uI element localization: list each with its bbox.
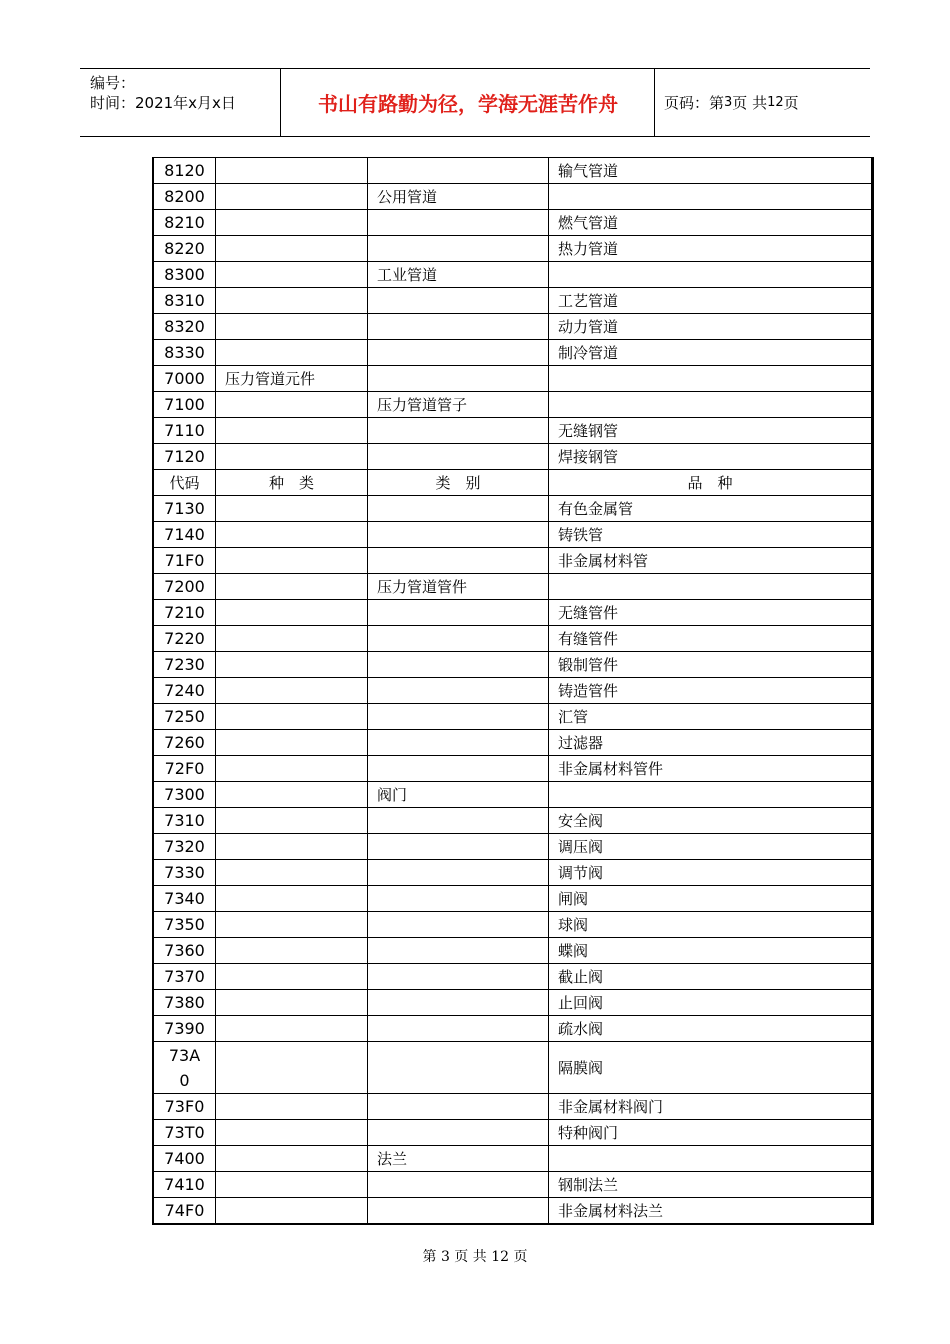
table-row [153,236,873,262]
kind-cell [216,834,368,860]
kind-cell [216,678,368,704]
category-cell [368,756,549,782]
table-row [153,314,873,340]
kind-cell [216,938,368,964]
table-row [153,938,873,964]
code-cell: 7240 [153,678,216,704]
kind-cell [216,704,368,730]
code-cell [153,1042,216,1094]
category-cell [368,678,549,704]
code-cell: 7120 [153,444,216,470]
category-cell [368,704,549,730]
code-cell: 7360 [153,938,216,964]
table-row [153,210,873,236]
header-kind: 种 类 [216,470,368,496]
variety-cell: 特种阀门 [549,1120,873,1146]
category-cell [368,808,549,834]
kind-cell [216,626,368,652]
kind-cell [216,262,368,288]
code-cell: 71F0 [153,548,216,574]
code-cell: 8200 [153,184,216,210]
kind-cell [216,782,368,808]
table-row [153,418,873,444]
table-row [153,626,873,652]
variety-cell: 闸阀 [549,886,873,912]
code-line-1: 73A [168,1045,201,1065]
category-cell: 阀门 [368,782,549,808]
table-row [153,886,873,912]
variety-cell: 球阀 [549,912,873,938]
code-cell: 73F0 [153,1094,216,1120]
code-cell: 7410 [153,1172,216,1198]
category-cell [368,340,549,366]
code-cell: 7390 [153,1016,216,1042]
category-cell [368,210,549,236]
variety-cell: 疏水阀 [549,1016,873,1042]
kind-cell [216,1042,368,1094]
page-prefix: 页码：第 [664,94,725,112]
code-cell: 7000 [153,366,216,392]
page-header [80,68,870,137]
table-row [153,756,873,782]
category-cell: 法兰 [368,1146,549,1172]
table-row [153,990,873,1016]
table-row [153,1094,873,1120]
variety-cell: 非金属材料法兰 [549,1198,873,1225]
table-row [153,262,873,288]
kind-cell [216,990,368,1016]
code-cell: 7210 [153,600,216,626]
code-line-2: 0 [179,1070,190,1090]
variety-cell: 工艺管道 [549,288,873,314]
variety-cell [549,366,873,392]
code-cell: 8300 [153,262,216,288]
variety-cell: 非金属材料管件 [549,756,873,782]
variety-cell [549,392,873,418]
table-row [153,1198,873,1225]
category-cell [368,1198,549,1225]
category-cell [368,1042,549,1094]
page-total: 12 [767,95,784,110]
code-cell: 72F0 [153,756,216,782]
kind-cell [216,418,368,444]
variety-cell: 无缝钢管 [549,418,873,444]
category-cell [368,522,549,548]
category-cell [368,938,549,964]
table-row [153,444,873,470]
table-row [153,860,873,886]
variety-cell: 铸造管件 [549,678,873,704]
variety-cell: 安全阀 [549,808,873,834]
page-suffix: 页 [783,94,799,112]
kind-cell [216,340,368,366]
header-page-info [655,69,870,136]
kind-cell [216,886,368,912]
category-cell [368,964,549,990]
table-row [153,574,873,600]
code-cell: 7310 [153,808,216,834]
category-cell [368,314,549,340]
header-code: 代码 [153,470,216,496]
variety-cell: 调压阀 [549,834,873,860]
category-cell [368,1016,549,1042]
code-cell: 7260 [153,730,216,756]
kind-cell [216,392,368,418]
category-cell [368,366,549,392]
code-cell: 7200 [153,574,216,600]
kind-cell [216,1172,368,1198]
code-cell: 7300 [153,782,216,808]
category-cell: 压力管道管件 [368,574,549,600]
header-variety: 品 种 [549,470,873,496]
code-cell: 7320 [153,834,216,860]
variety-cell [549,262,873,288]
time-label: 时间：2021年x月x日 [90,94,236,112]
kind-cell [216,158,368,184]
table-row [153,496,873,522]
category-cell: 工业管道 [368,262,549,288]
kind-cell [216,184,368,210]
code-cell: 73T0 [153,1120,216,1146]
code-cell: 8210 [153,210,216,236]
variety-cell: 隔膜阀 [549,1042,873,1094]
kind-cell [216,1198,368,1225]
variety-cell [549,1146,873,1172]
category-cell [368,288,549,314]
variety-cell: 截止阀 [549,964,873,990]
category-cell [368,496,549,522]
classification-table [152,157,874,1225]
variety-cell: 燃气管道 [549,210,873,236]
code-cell: 7140 [153,522,216,548]
category-cell [368,444,549,470]
variety-cell: 铸铁管 [549,522,873,548]
category-cell [368,834,549,860]
kind-cell [216,652,368,678]
table-row [153,704,873,730]
code-cell: 7350 [153,912,216,938]
variety-cell [549,574,873,600]
table-row [153,834,873,860]
code-cell: 7130 [153,496,216,522]
category-cell [368,1094,549,1120]
category-cell [368,730,549,756]
variety-cell: 止回阀 [549,990,873,1016]
table-row [153,548,873,574]
table-row [153,1146,873,1172]
table-row [153,1120,873,1146]
table-row [153,1016,873,1042]
table-row [153,678,873,704]
table-row [153,340,873,366]
category-cell [368,600,549,626]
table-row [153,730,873,756]
variety-cell: 过滤器 [549,730,873,756]
category-cell [368,912,549,938]
kind-cell [216,522,368,548]
code-cell: 8320 [153,314,216,340]
kind-cell [216,1120,368,1146]
kind-cell: 压力管道元件 [216,366,368,392]
category-cell: 压力管道管子 [368,392,549,418]
kind-cell [216,730,368,756]
variety-cell: 有色金属管 [549,496,873,522]
category-cell [368,990,549,1016]
variety-cell: 钢制法兰 [549,1172,873,1198]
code-cell: 7340 [153,886,216,912]
header-motto: 书山有路勤为径，学海无涯苦作舟 [282,69,655,136]
code-cell: 7370 [153,964,216,990]
column-header-row [153,470,873,496]
kind-cell [216,808,368,834]
kind-cell [216,288,368,314]
variety-cell [549,782,873,808]
table-row [153,184,873,210]
code-cell: 8310 [153,288,216,314]
code-cell: 7330 [153,860,216,886]
table-row [153,1172,873,1198]
variety-cell: 非金属材料阀门 [549,1094,873,1120]
header-meta [80,69,281,136]
variety-cell: 无缝管件 [549,600,873,626]
kind-cell [216,548,368,574]
code-cell: 7400 [153,1146,216,1172]
kind-cell [216,236,368,262]
variety-cell: 制冷管道 [549,340,873,366]
code-cell: 7110 [153,418,216,444]
code-cell: 7100 [153,392,216,418]
kind-cell [216,574,368,600]
kind-cell [216,964,368,990]
category-cell [368,418,549,444]
code-cell: 8220 [153,236,216,262]
table-row [153,782,873,808]
code-cell: 7220 [153,626,216,652]
category-cell: 公用管道 [368,184,549,210]
kind-cell [216,496,368,522]
table-row [153,522,873,548]
table-row [153,158,873,184]
table-row [153,600,873,626]
category-cell [368,1120,549,1146]
table-row [153,1042,873,1094]
kind-cell [216,756,368,782]
page-number: 3 [724,95,733,110]
code-cell: 7380 [153,990,216,1016]
page-mid: 页 共 [732,94,768,112]
table-row [153,808,873,834]
category-cell [368,886,549,912]
kind-cell [216,210,368,236]
variety-cell [549,184,873,210]
variety-cell: 蝶阀 [549,938,873,964]
header-category: 类 别 [368,470,549,496]
kind-cell [216,314,368,340]
kind-cell [216,860,368,886]
kind-cell [216,912,368,938]
table-row [153,912,873,938]
category-cell [368,652,549,678]
category-cell [368,1172,549,1198]
kind-cell [216,600,368,626]
category-cell [368,236,549,262]
variety-cell: 焊接钢管 [549,444,873,470]
number-label: 编号： [90,74,136,92]
table-row [153,366,873,392]
category-cell [368,860,549,886]
code-cell: 74F0 [153,1198,216,1225]
kind-cell [216,1146,368,1172]
variety-cell: 汇管 [549,704,873,730]
category-cell [368,626,549,652]
variety-cell: 有缝管件 [549,626,873,652]
code-cell: 8330 [153,340,216,366]
table-row [153,964,873,990]
category-cell [368,548,549,574]
table-row [153,288,873,314]
variety-cell: 调节阀 [549,860,873,886]
variety-cell: 热力管道 [549,236,873,262]
variety-cell: 动力管道 [549,314,873,340]
kind-cell [216,444,368,470]
code-cell: 7230 [153,652,216,678]
category-cell [368,158,549,184]
variety-cell: 非金属材料管 [549,548,873,574]
code-cell: 8120 [153,158,216,184]
code-cell: 7250 [153,704,216,730]
page-footer: 第 3 页 共 12 页 [422,1249,528,1265]
table-row [153,392,873,418]
table-row [153,652,873,678]
variety-cell: 输气管道 [549,158,873,184]
variety-cell: 锻制管件 [549,652,873,678]
kind-cell [216,1016,368,1042]
kind-cell [216,1094,368,1120]
